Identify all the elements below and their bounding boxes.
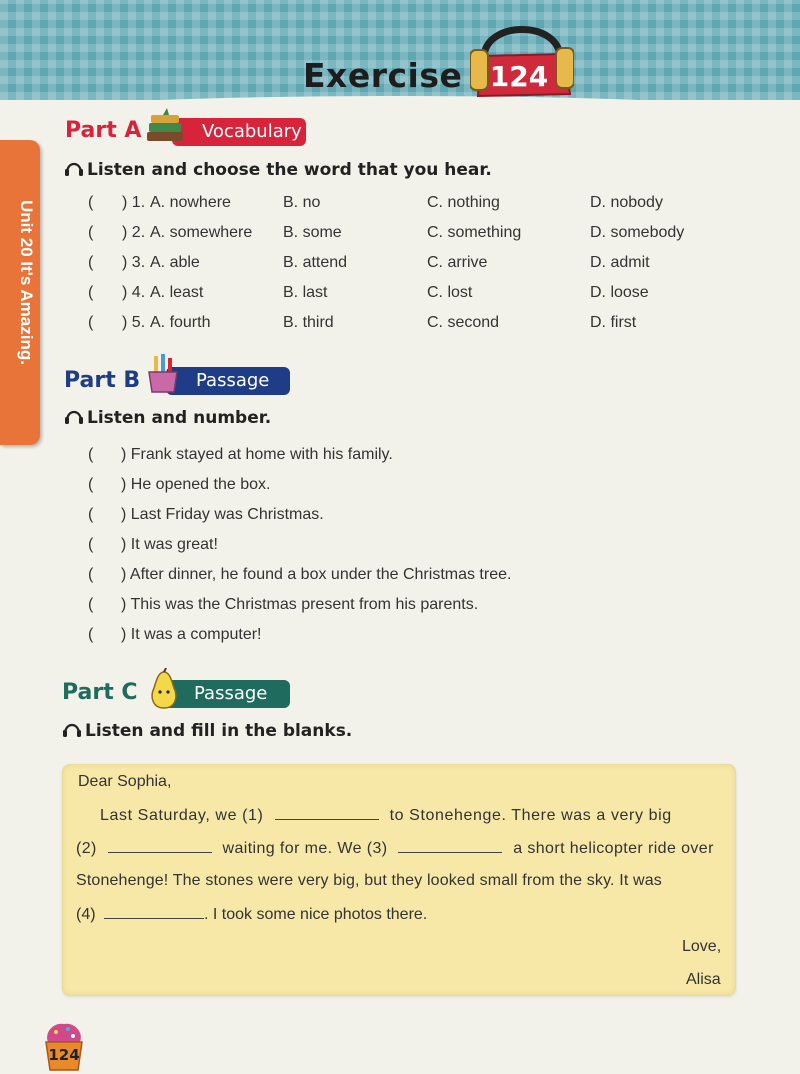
part-c-label: Part C [62,680,138,705]
page-title: Exercise [303,56,463,95]
sentence: He opened the box. [130,476,271,493]
part-b-tag: Passage [166,367,290,395]
option-b: B. attend [283,254,348,271]
sentence: It was great! [130,536,218,553]
answer-paren[interactable]: ( [88,626,94,643]
part-a-tag: Vocabulary [172,118,306,146]
letter-line-2 [76,839,714,858]
letter-signature: Alisa [686,971,721,988]
blank-1[interactable] [275,806,379,820]
answer-paren[interactable]: ( [88,224,94,241]
answer-paren[interactable]: ( [88,446,94,463]
option-a: A. fourth [150,314,211,331]
answer-paren[interactable]: ( [88,284,94,301]
item-number: ) 3. [122,254,146,271]
blank-4[interactable] [104,905,204,919]
letter-text: (2) [76,840,97,857]
sentence: After dinner, he found a box under the Christmas tree. [129,566,512,583]
headphones-small-icon [62,721,82,737]
pear-character-icon [146,668,182,710]
answer-paren[interactable]: ( [88,536,94,553]
option-c: C. nothing [427,194,500,211]
letter-text: (4) [76,906,96,923]
part-a-label: Part A [65,118,142,143]
option-c: C. second [427,314,500,331]
instruction-text: Listen and number. [87,408,272,428]
option-c: C. something [427,224,522,241]
answer-paren[interactable]: ( [88,194,94,211]
page-number: 124 [48,1046,80,1064]
option-a: A. nowhere [150,194,231,211]
option-a: A. least [150,284,204,301]
option-a: A. able [150,254,200,271]
letter-text: to Stonehenge. There was a very big [389,807,672,824]
headphones-small-icon [64,408,84,424]
blank-2[interactable] [108,839,212,853]
option-b: B. third [283,314,334,331]
answer-paren[interactable]: ( [88,476,94,493]
option-a: A. somewhere [150,224,253,241]
answer-paren[interactable]: ( [88,566,94,583]
sentence: It was a computer! [130,626,262,643]
part-c-tag: Passage [164,680,290,708]
pencil-cup-icon [146,354,180,394]
item-number: ) 5. [122,314,146,331]
unit-label: Unit 20 It's Amazing. [17,200,36,365]
option-d: D. first [590,314,637,331]
item-number: ) 2. [122,224,146,241]
exercise-number: 124 [489,60,549,93]
letter-closing: Love, [682,938,722,955]
option-c: C. lost [427,284,473,301]
letter-line-3: Stonehenge! The stones were very big, but they looked small from the sky. It was [76,872,662,889]
letter-text: Last Saturday, we (1) [100,807,264,824]
part-c-instruction [62,721,352,741]
headphones-small-icon [64,160,84,176]
option-d: D. loose [590,284,649,301]
option-b: B. some [283,224,342,241]
letter-text: a short helicopter ride over [513,840,714,857]
answer-paren[interactable]: ( [88,506,94,523]
answer-paren[interactable]: ( [88,254,94,271]
sentence: Frank stayed at home with his family. [130,446,393,463]
option-b: B. last [283,284,328,301]
letter-line-4 [76,905,427,924]
part-a-instruction [64,160,492,180]
letter-greeting: Dear Sophia, [78,773,172,790]
instruction-text: Listen and choose the word that you hear. [87,160,492,180]
part-b-label: Part B [64,368,141,393]
item-number: ) 4. [122,284,146,301]
option-d: D. admit [590,254,650,271]
answer-paren[interactable]: ( [88,596,94,613]
letter-text: . I took some nice photos there. [204,906,428,923]
sentence: Last Friday was Christmas. [130,506,324,523]
books-icon [145,108,187,146]
letter-line-1 [100,806,672,825]
item-number: ) 1. [122,194,146,211]
option-b: B. no [283,194,321,211]
instruction-text: Listen and fill in the blanks. [85,721,353,741]
answer-paren[interactable]: ( [88,314,94,331]
option-d: D. somebody [590,224,685,241]
letter-text: waiting for me. We (3) [222,840,388,857]
blank-3[interactable] [398,839,502,853]
sentence: This was the Christmas present from his parents. [130,596,479,613]
option-d: D. nobody [590,194,663,211]
option-c: C. arrive [427,254,488,271]
part-b-instruction [64,408,271,428]
